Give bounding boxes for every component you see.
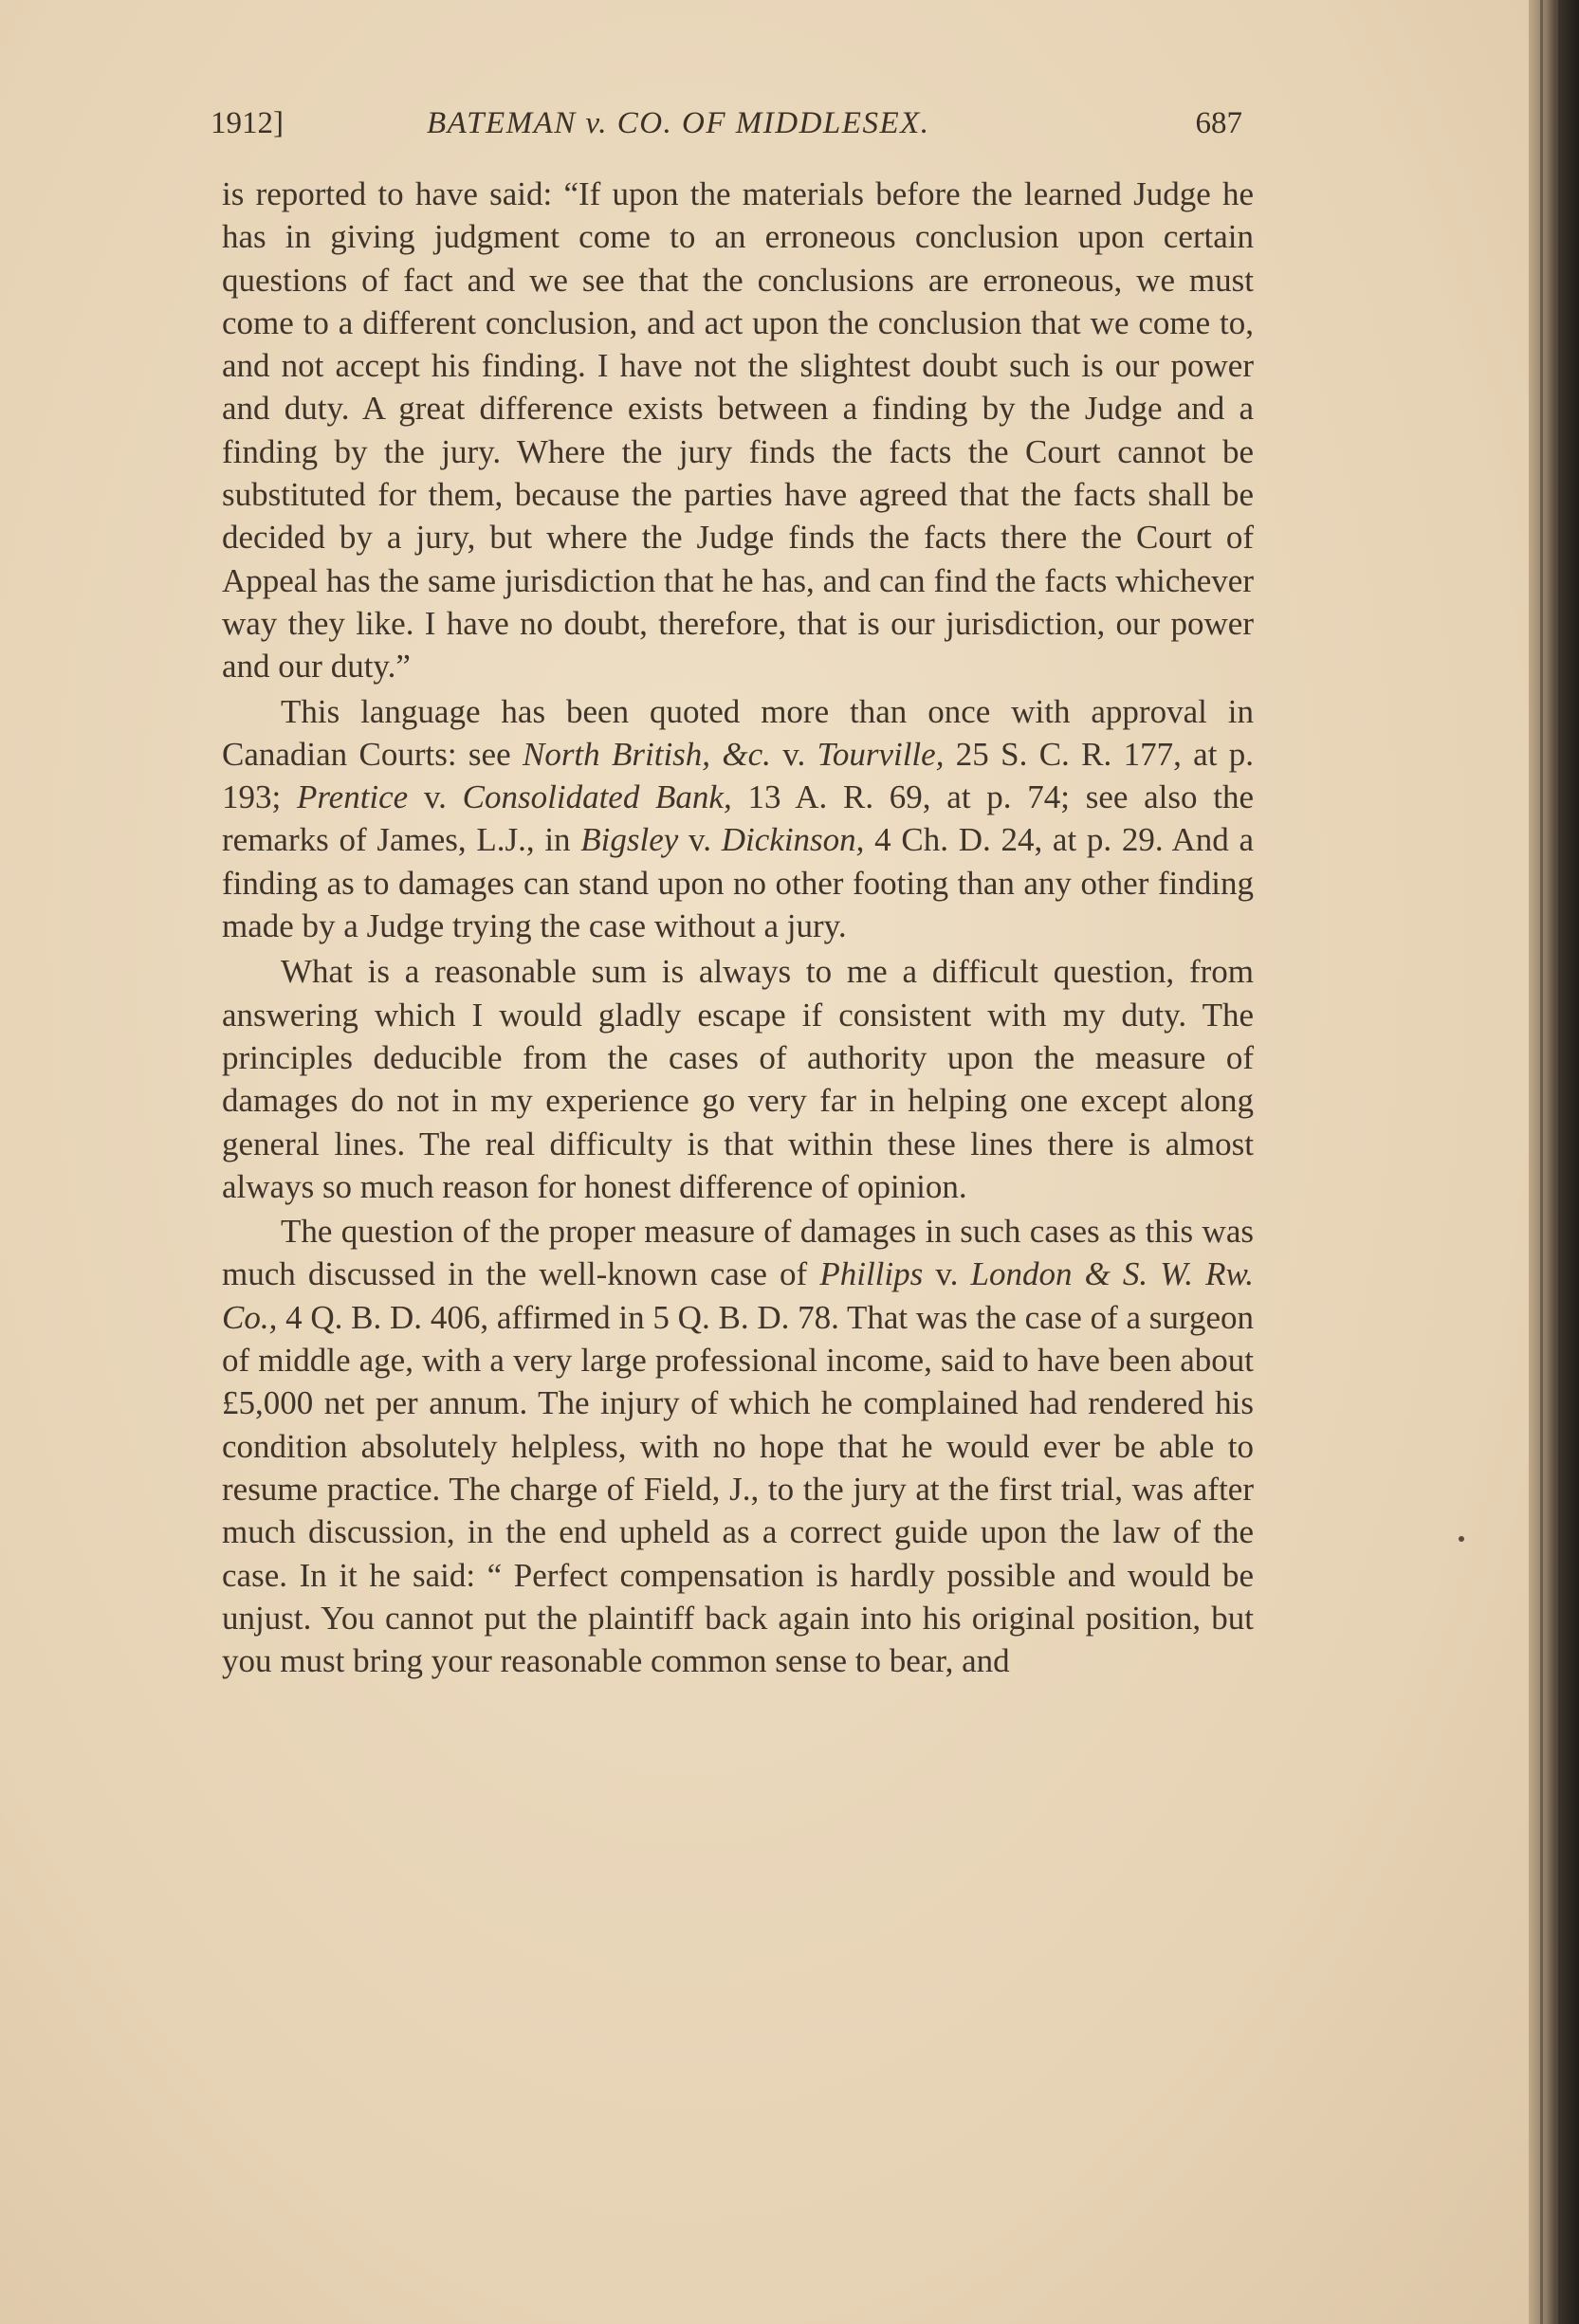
text-run: v. bbox=[678, 821, 722, 859]
case-name-italic: North British, &c. bbox=[522, 735, 771, 773]
spine-line bbox=[1555, 0, 1558, 2324]
text-run: v. bbox=[408, 778, 463, 816]
case-name-italic: London & S. W. Rw. Co., bbox=[222, 1255, 1254, 1336]
paragraph bbox=[222, 1210, 1254, 1682]
text-run: 4 Q. B. D. 406, affirmed in 5 Q. B. D. 78. That was the case of a surgeon of middle age, with a very large professional income, said to have been about £5,000 net per annum. The injury of which he complained had rendered his condition absolutely helpless, with no hope that he would ever be able to resume practice. The charge of Field, J., to the jury at the first trial, was after much discussion, in the end upheld as a correct guide upon the law of the case. In it he said: “ Perfect compensation is hardly possible and would be unjust. You cannot put the plaintiff back again into his original position, but you must bring your reasonable common sense to bear, and bbox=[222, 1298, 1254, 1680]
case-name-italic: Dickinson, bbox=[721, 821, 865, 859]
running-header bbox=[211, 106, 1242, 154]
body-text bbox=[222, 173, 1254, 1682]
page-number: 687 bbox=[1195, 106, 1242, 140]
paragraph bbox=[222, 950, 1254, 1208]
header-case-title: BATEMAN v. CO. OF MIDDLESEX. bbox=[427, 106, 930, 140]
case-name-italic: Prentice bbox=[296, 778, 409, 816]
text-run: 13 A. R. 69, at p. 74; see also the remarks of James, L.J., in bbox=[222, 778, 1254, 859]
text-run: 25 S. C. R. 177, at p. 193; bbox=[222, 735, 1255, 816]
text-run: v. bbox=[923, 1255, 971, 1293]
text-run: is reported to have said: “If upon the materials before the learned Judge he has in giving judgment come to an erroneous conclusion upon certain questions of fact and we see that the conclusions are erroneous, we must come to a different conclusion, and act upon the conclusion that we come to, and not accept his finding. I have not the slightest doubt such is our power and duty. A great difference exists between a finding by the Judge and a finding by the jury. Where the jury finds the facts the Court cannot be substituted for them, because the parties have agreed that the facts shall be decided by a jury, but where the Judge finds the facts there the Court of Appeal has the same jurisdiction that he has, and can find the facts whichever way they like. I have no doubt, therefore, that is our jurisdiction, our power and our duty.” bbox=[222, 175, 1254, 686]
text-run: 4 Ch. D. 24, at p. 29. And a finding as to damages can stand upon no other footing than any other finding made by a Judge trying the case without a jury. bbox=[222, 821, 1254, 945]
book-spine-edge bbox=[1529, 0, 1579, 2324]
header-year: 1912] bbox=[211, 106, 284, 140]
text-run: v. bbox=[770, 735, 817, 773]
text-run: What is a reasonable sum is always to me a difficult question, from answering which I would gladly escape if consistent with my duty. The principles deducible from the cases of authority upon the measure of damages do not in my experience go very far in helping one except along general lines. The real difficulty is that within these lines there is almost always so much reason for honest difference of opinion. bbox=[222, 953, 1254, 1205]
page-speck bbox=[1459, 1536, 1464, 1542]
text-run: This language has been quoted more than once with approval in Canadian Courts: see bbox=[222, 692, 1254, 773]
text-run: The question of the proper measure of damages in such cases as this was much discussed in the well-known case of bbox=[222, 1213, 1254, 1293]
case-name-italic: Tourville, bbox=[817, 735, 945, 773]
case-name-italic: Bigsley bbox=[580, 821, 679, 859]
spine-line bbox=[1540, 0, 1543, 2324]
case-name-italic: Consolidated Bank, bbox=[462, 778, 732, 816]
case-name-italic: Phillips bbox=[819, 1255, 924, 1293]
paragraph bbox=[222, 173, 1254, 688]
paragraph bbox=[222, 690, 1254, 948]
